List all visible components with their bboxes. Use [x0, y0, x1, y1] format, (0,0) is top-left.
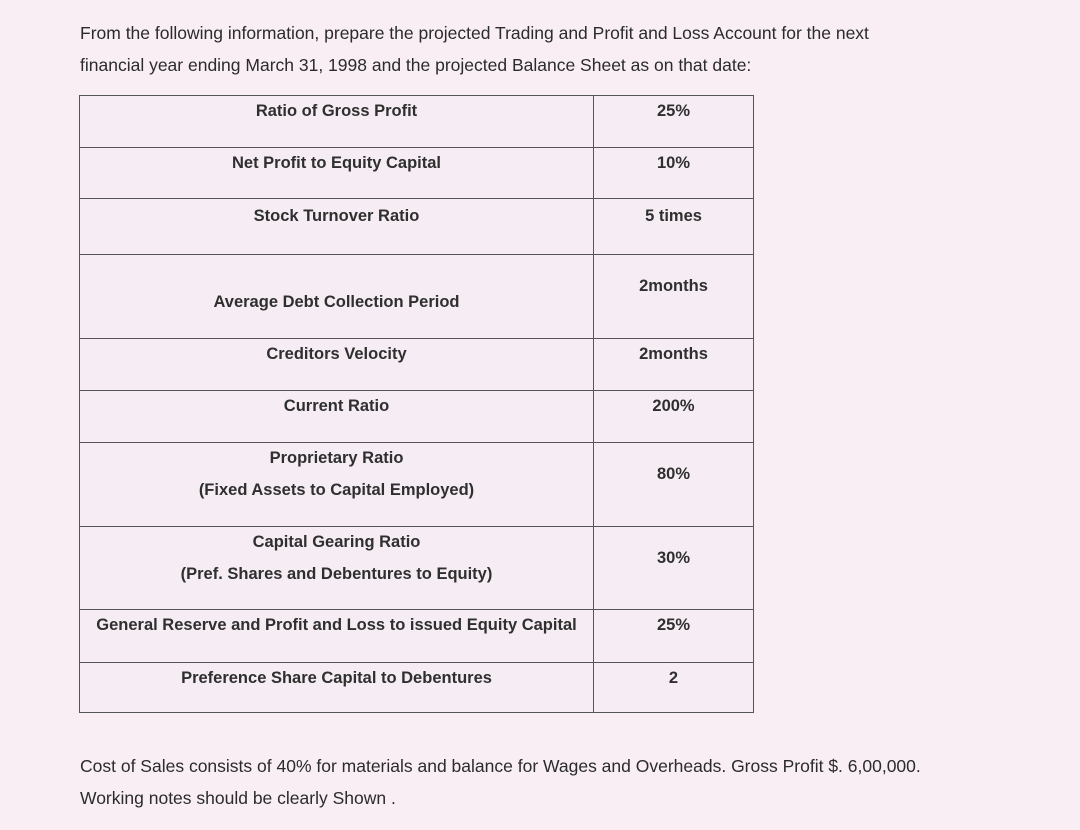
ratio-label-cell	[80, 443, 594, 527]
ratio-value: 200%	[652, 397, 695, 415]
ratio-label: Net Profit to Equity Capital	[231, 154, 441, 172]
ratio-label-cell	[80, 527, 594, 610]
question-footer	[80, 750, 1060, 814]
ratio-label-cell	[80, 148, 594, 199]
ratio-label-cell	[80, 255, 594, 339]
ratio-label-cell	[80, 199, 594, 255]
ratio-label-cell	[80, 339, 594, 391]
ratios-table	[79, 95, 754, 713]
table-row	[80, 610, 754, 663]
ratio-label: Average Debt Collection Period	[213, 293, 460, 311]
ratio-label-cell	[80, 391, 594, 443]
ratio-value: 2months	[639, 345, 708, 363]
ratio-value: 2months	[639, 277, 708, 295]
ratio-value: 80%	[656, 465, 691, 483]
ratio-label: Proprietary Ratio	[269, 449, 404, 467]
table-row	[80, 255, 754, 339]
ratio-label-cell	[80, 663, 594, 713]
ratio-value-cell	[594, 443, 754, 527]
table-row	[80, 148, 754, 199]
ratio-label: Creditors Velocity	[266, 345, 407, 363]
ratio-value: 25%	[656, 102, 691, 120]
ratio-label: Stock Turnover Ratio	[253, 207, 420, 225]
ratio-value-cell	[594, 527, 754, 610]
table-row	[80, 443, 754, 527]
ratio-value-cell	[594, 96, 754, 148]
table-row	[80, 527, 754, 610]
table-row	[80, 391, 754, 443]
intro-line-1: From the following information, prepare the projected Trading and Profit and Loss Account for the next	[80, 23, 869, 43]
ratio-value: 2	[668, 669, 679, 687]
footer-line-2: Working notes should be clearly Shown .	[80, 788, 396, 808]
ratio-sublabel: (Fixed Assets to Capital Employed)	[198, 481, 475, 499]
ratio-sublabel: (Pref. Shares and Debentures to Equity)	[180, 565, 493, 583]
ratio-label: Capital Gearing Ratio	[252, 533, 421, 551]
ratio-value: 30%	[656, 549, 691, 567]
ratio-value-cell	[594, 255, 754, 339]
question-intro	[80, 17, 1040, 81]
table-row	[80, 339, 754, 391]
ratio-value-cell	[594, 339, 754, 391]
footer-line-1: Cost of Sales consists of 40% for materials and balance for Wages and Overheads. Gross Profit $. 6,00,000.	[80, 756, 921, 776]
ratio-value-cell	[594, 663, 754, 713]
ratio-label-cell	[80, 610, 594, 663]
ratio-label: Preference Share Capital to Debentures	[181, 669, 492, 687]
table-row	[80, 663, 754, 713]
ratio-value: 25%	[656, 616, 691, 634]
ratio-label: Ratio of Gross Profit	[255, 102, 418, 120]
ratio-label: Current Ratio	[283, 397, 390, 415]
ratio-value: 5 times	[645, 207, 702, 225]
ratio-value-cell	[594, 391, 754, 443]
ratio-label-cell	[80, 96, 594, 148]
table-row	[80, 199, 754, 255]
ratio-value-cell	[594, 199, 754, 255]
ratio-value-cell	[594, 610, 754, 663]
table-row	[80, 96, 754, 148]
intro-line-2: financial year ending March 31, 1998 and the projected Balance Sheet as on that date:	[80, 55, 752, 75]
ratio-label: General Reserve and Profit and Loss to issued Equity Capital	[96, 616, 577, 634]
ratio-value: 10%	[656, 154, 691, 172]
ratio-value-cell	[594, 148, 754, 199]
